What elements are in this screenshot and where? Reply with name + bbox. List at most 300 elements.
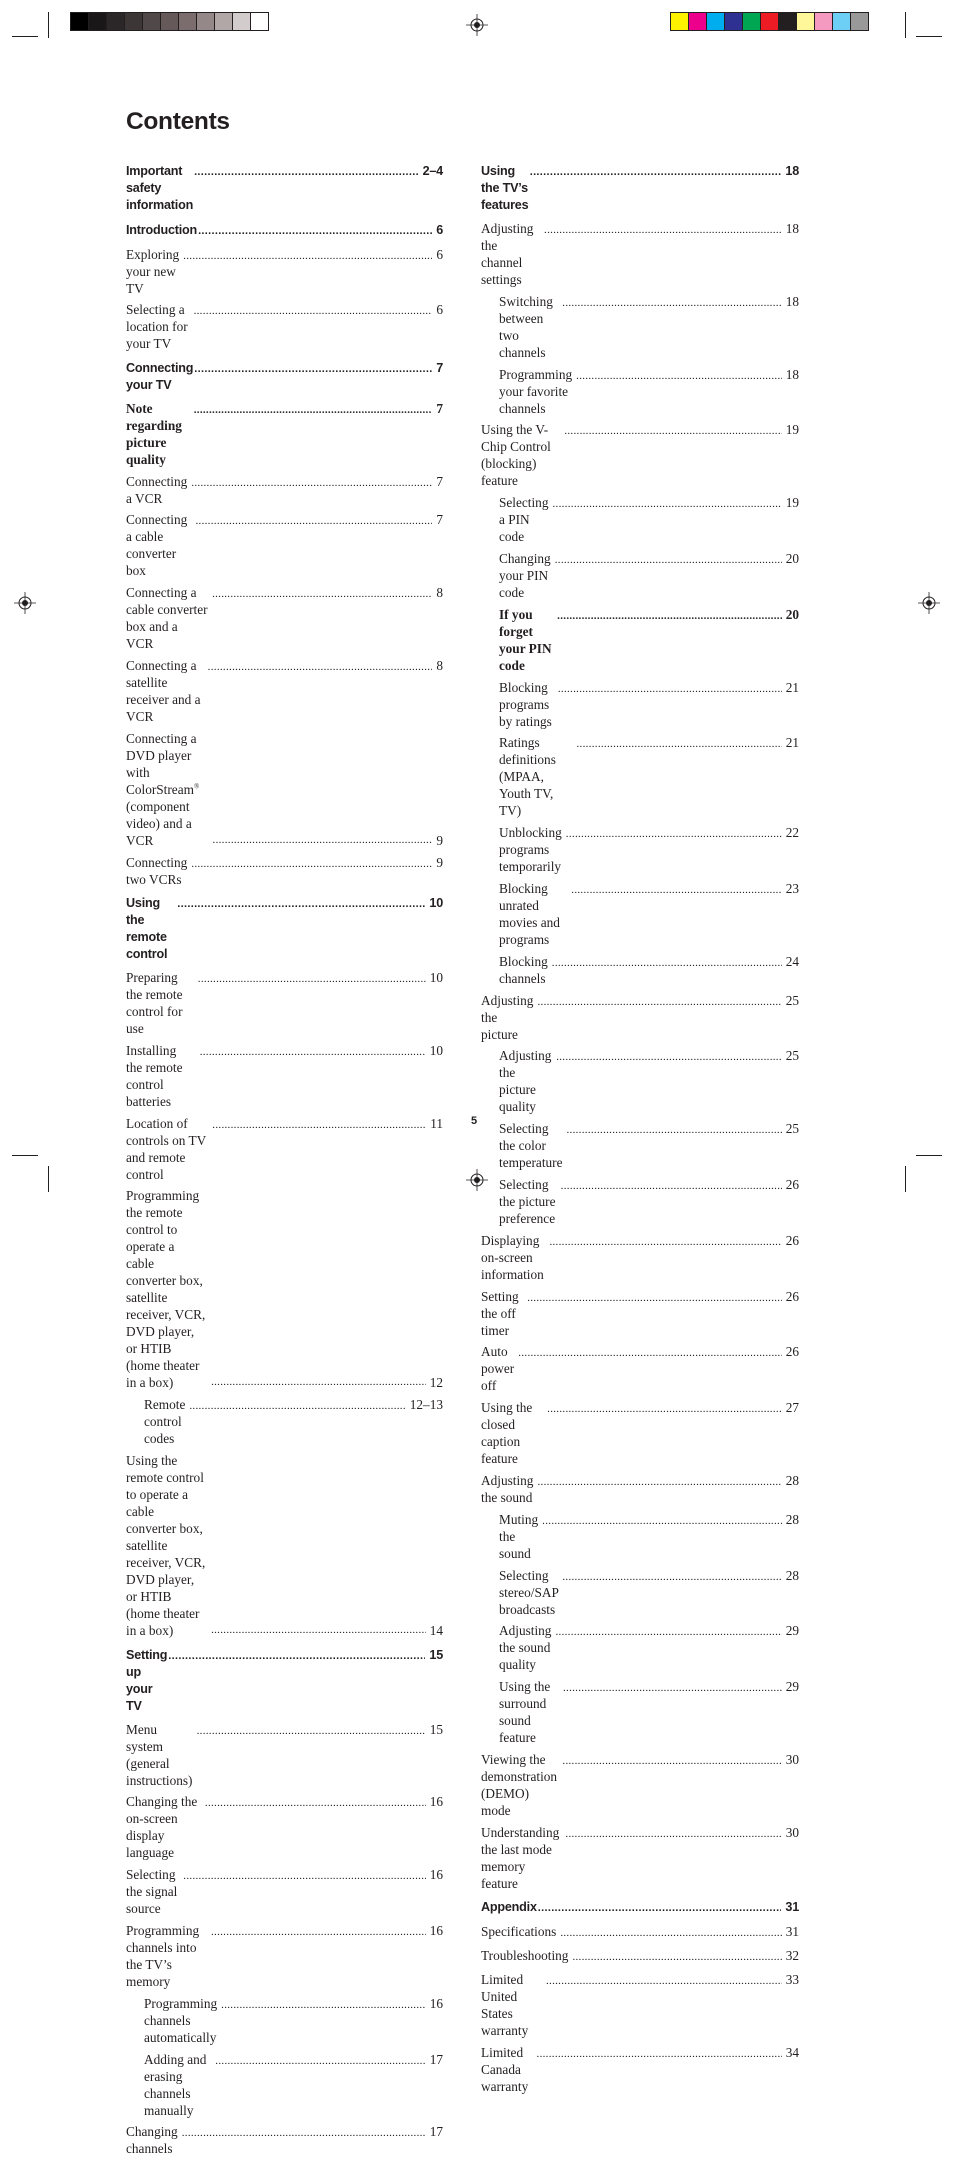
toc-entry[interactable]	[126, 730, 443, 849]
toc-entry-text: Blocking unrated movies and programs	[499, 880, 560, 947]
dot-leader	[208, 659, 433, 676]
toc-entry-title	[499, 366, 572, 417]
toc-entry-text: Using the remote control	[126, 896, 168, 962]
toc-entry-text: Selecting the color temperature	[499, 1121, 563, 1171]
toc-page-number: 7	[436, 473, 443, 489]
dot-leader	[556, 1049, 782, 1066]
toc-entry[interactable]	[481, 1971, 799, 2039]
toc-entry-text: Using the TV’s features	[481, 164, 529, 212]
dot-leader	[562, 295, 781, 312]
color-swatch	[670, 12, 689, 31]
toc-page-number: 26	[785, 1344, 799, 1360]
toc-entry-title	[499, 1567, 558, 1618]
toc-entry-title	[126, 969, 194, 1037]
toc-entry-text: Setting the off timer	[481, 1288, 519, 1338]
toc-entry-text: Connecting a VCR	[126, 473, 188, 506]
toc-entry-text: Connecting a satellite receiver and a VCR	[126, 657, 201, 724]
toc-entry[interactable]	[126, 1721, 443, 1789]
dot-leader	[200, 1044, 426, 1061]
dot-leader	[211, 1374, 426, 1391]
toc-entry[interactable]	[481, 366, 799, 417]
toc-page-number: 30	[785, 1751, 799, 1767]
toc-entry-title	[126, 301, 190, 352]
toc-entry[interactable]	[481, 220, 799, 288]
dot-leader	[576, 368, 782, 385]
color-swatch	[142, 12, 161, 31]
toc-page-number: 18	[785, 293, 799, 309]
toc-page-number: 24	[785, 953, 799, 969]
toc-entry[interactable]	[481, 1947, 799, 1966]
dot-leader	[546, 1973, 782, 1990]
registration-mark-icon	[466, 14, 488, 36]
toc-page-number: 29	[785, 1679, 799, 1695]
toc-entry-title	[481, 1751, 558, 1819]
dot-leader	[564, 423, 781, 440]
toc-entry[interactable]	[481, 1511, 799, 1562]
toc-entry-title	[481, 1343, 514, 1394]
dot-leader	[212, 586, 432, 603]
toc-entry-title	[499, 606, 553, 674]
color-swatch	[850, 12, 869, 31]
color-swatch	[742, 12, 761, 31]
toc-entry-text: Viewing the demonstration (DEMO) mode	[481, 1751, 558, 1818]
toc-entry-text: Connecting a cable converter box and a VCR	[126, 585, 208, 652]
dot-leader	[183, 248, 432, 265]
toc-page-number: 16	[429, 1922, 443, 1938]
toc-page-number: 10	[429, 1042, 443, 1058]
toc-page-number: 21	[785, 679, 799, 695]
toc-entry-title	[126, 400, 190, 468]
toc-entry-title	[126, 1721, 193, 1789]
crop-mark	[905, 12, 906, 38]
toc-entry[interactable]	[126, 400, 443, 468]
dot-leader	[518, 1345, 781, 1362]
toc-entry[interactable]	[481, 1567, 799, 1618]
toc-entry[interactable]	[481, 550, 799, 601]
toc-entry-text: Adjusting the picture quality	[499, 1048, 552, 1115]
toc-entry[interactable]	[481, 494, 799, 545]
toc-entry-title	[126, 222, 197, 239]
toc-entry[interactable]	[126, 1187, 443, 1391]
toc-entry-text: Installing the remote control batteries	[126, 1042, 183, 1109]
toc-entry[interactable]	[126, 1452, 443, 1639]
toc-page-number: 19	[785, 422, 799, 438]
toc-entry-text-line2: (component video) and a VCR	[126, 798, 192, 848]
dot-leader	[537, 1474, 781, 1491]
color-swatch	[250, 12, 269, 31]
color-swatch	[232, 12, 251, 31]
toc-page-number: 7	[436, 360, 443, 375]
dot-leader	[566, 826, 782, 843]
toc-entry-title	[499, 1176, 557, 1227]
toc-page-number: 12	[429, 1375, 443, 1391]
dot-leader	[571, 882, 781, 899]
dot-leader	[542, 1513, 782, 1530]
toc-entry[interactable]	[481, 1923, 799, 1942]
toc-page-number: 33	[785, 1971, 799, 1987]
crop-mark	[48, 12, 49, 38]
toc-page-number: 16	[429, 1794, 443, 1810]
toc-entry-title	[481, 1288, 523, 1339]
dot-leader	[194, 402, 433, 419]
crop-mark	[12, 1155, 38, 1156]
dot-leader	[191, 475, 432, 492]
toc-entry[interactable]	[481, 606, 799, 674]
dot-leader	[527, 1290, 782, 1307]
toc-page-number: 28	[785, 1567, 799, 1583]
toc-entry[interactable]	[126, 1793, 443, 1861]
toc-page-number: 17	[429, 2051, 443, 2067]
toc-section-heading[interactable]	[126, 163, 443, 214]
toc-entry-title	[481, 1824, 561, 1892]
toc-entry-title	[499, 550, 551, 601]
toc-entry-title	[144, 1995, 217, 2046]
dot-leader	[562, 1753, 781, 1770]
toc-section-heading[interactable]	[126, 1647, 443, 1715]
toc-page-number: 16	[429, 1867, 443, 1883]
toc-entry-text: Changing your PIN code	[499, 550, 551, 600]
color-swatch	[178, 12, 197, 31]
toc-entry-text: Understanding the last mode memory feature	[481, 1824, 560, 1891]
toc-entry[interactable]	[481, 1622, 799, 1673]
toc-entry[interactable]	[126, 246, 443, 297]
toc-entry-text: Connecting two VCRs	[126, 854, 188, 887]
toc-entry[interactable]	[481, 1343, 799, 1394]
toc-entry-title	[499, 953, 548, 987]
toc-entry-text: Specifications	[481, 1924, 557, 1940]
toc-page-number: 6	[436, 302, 443, 318]
toc-entry-text: Preparing the remote control for use	[126, 970, 183, 1037]
toc-entry-title	[481, 1947, 568, 1964]
toc-entry[interactable]	[126, 657, 443, 725]
color-swatch	[832, 12, 851, 31]
toc-page-number: 34	[785, 2044, 799, 2060]
toc-entry-title	[126, 1187, 207, 1391]
dot-leader	[560, 1925, 781, 1942]
toc-section-heading[interactable]	[126, 360, 443, 394]
toc-entry[interactable]	[481, 421, 799, 489]
dot-leader	[566, 1122, 781, 1139]
dot-leader	[211, 1924, 426, 1941]
dot-leader	[552, 955, 782, 972]
color-swatch	[124, 12, 143, 31]
dot-leader	[562, 1569, 781, 1586]
toc-entry-title	[126, 1647, 167, 1715]
toc-entry-text: Connecting your TV	[126, 360, 194, 392]
toc-page-number: 20	[785, 606, 799, 622]
toc-entry-title	[126, 2123, 178, 2157]
toc-entry[interactable]	[481, 1472, 799, 1506]
dot-leader	[547, 1401, 782, 1418]
dot-leader	[189, 1398, 405, 1415]
toc-entry-text: Changing the on-screen display language	[126, 1794, 198, 1861]
toc-entry-title	[499, 293, 558, 361]
toc-entry[interactable]	[481, 2044, 799, 2095]
color-swatch	[160, 12, 179, 31]
toc-entry-title	[126, 1793, 201, 1861]
dot-leader	[211, 1622, 426, 1639]
toc-entry-text: If you forget your PIN code	[499, 606, 552, 673]
toc-entry-title	[481, 2044, 533, 2095]
toc-entry-text: Using the V-Chip Control (blocking) feature	[481, 422, 551, 489]
toc-entry-title	[481, 1971, 542, 2039]
toc-entry-text: Adjusting the channel settings	[481, 221, 534, 287]
dot-leader	[198, 223, 432, 240]
toc-page-number: 26	[785, 1176, 799, 1192]
dot-leader	[177, 896, 425, 913]
toc-entry-title	[126, 1042, 196, 1110]
toc-entry[interactable]	[126, 1115, 443, 1183]
toc-entry[interactable]	[126, 1922, 443, 1990]
toc-entry-text: Appendix	[481, 1900, 537, 1915]
color-swatch	[688, 12, 707, 31]
toc-entry-text: Selecting a PIN code	[499, 495, 549, 545]
dot-leader	[168, 1648, 425, 1665]
toc-entry-title	[499, 679, 554, 730]
toc-page-number: 31	[785, 1924, 799, 1940]
toc-entry-title	[499, 494, 548, 545]
dot-leader	[549, 1234, 781, 1251]
toc-entry-text: Selecting stereo/SAP broadcasts	[499, 1567, 559, 1617]
toc-entry[interactable]	[126, 2123, 443, 2157]
toc-entry-title	[126, 360, 193, 394]
toc-entry-title	[144, 2051, 211, 2119]
dot-leader	[530, 164, 782, 181]
toc-entry-text: Adding and erasing channels manually	[144, 2051, 207, 2118]
toc-entry[interactable]	[126, 2051, 443, 2119]
toc-page-number: 21	[785, 735, 799, 751]
toc-entry[interactable]	[126, 473, 443, 507]
toc-entry[interactable]	[481, 1120, 799, 1171]
toc-page-number: 26	[785, 1288, 799, 1304]
dot-leader	[213, 832, 433, 849]
toc-entry[interactable]	[481, 1176, 799, 1227]
toc-entry-title	[481, 1923, 556, 1940]
dot-leader	[221, 1997, 426, 2014]
dot-leader	[563, 1680, 782, 1697]
dot-leader	[194, 303, 433, 320]
toc-entry-title	[126, 511, 191, 579]
toc-entry-text: Limited Canada warranty	[481, 2044, 529, 2094]
toc-entry[interactable]	[126, 584, 443, 652]
dot-leader	[215, 2053, 425, 2070]
toc-entry-title	[126, 163, 193, 214]
toc-page-number: 18	[785, 221, 799, 236]
dot-leader	[183, 1868, 425, 1885]
dot-leader	[198, 971, 426, 988]
toc-entry[interactable]	[126, 1995, 443, 2046]
toc-entry-title	[481, 163, 529, 214]
toc-entry[interactable]	[481, 992, 799, 1043]
toc-page-number: 18	[785, 366, 799, 382]
toc-entry[interactable]	[126, 1396, 443, 1447]
toc-entry-text: Connecting a cable converter box	[126, 512, 188, 579]
toc-page-number: 8	[436, 585, 443, 601]
toc-entry-title	[144, 1396, 185, 1447]
toc-entry-title	[499, 1047, 552, 1115]
toc-right-column	[481, 163, 799, 2099]
toc-entry-text: Using the surround sound feature	[499, 1679, 551, 1746]
dot-leader	[537, 994, 781, 1011]
toc-entry[interactable]	[481, 679, 799, 730]
toc-entry-title	[126, 730, 209, 849]
dot-leader	[555, 552, 782, 569]
toc-page-number: 15	[429, 1647, 443, 1662]
toc-page-number: 7	[436, 512, 443, 528]
toc-page-number: 8	[436, 657, 443, 673]
toc-entry-text: Ratings definitions (MPAA, Youth TV, TV)	[499, 735, 556, 819]
dot-leader	[538, 1900, 782, 1917]
dot-leader	[557, 608, 782, 625]
toc-entry-text: Location of controls on TV and remote control	[126, 1115, 207, 1182]
toc-entry-text: Menu system (general instructions)	[126, 1721, 193, 1788]
toc-entry-title	[499, 1511, 538, 1562]
toc-page-number: 12–13	[409, 1397, 443, 1413]
toc-entry[interactable]	[481, 1047, 799, 1115]
toc-entry-text: Introduction	[126, 222, 198, 237]
toc-page-number: 7	[436, 400, 443, 416]
toc-page-number: 2–4	[422, 164, 443, 178]
toc-entry-title	[126, 1866, 179, 1917]
dot-leader	[565, 1826, 781, 1843]
toc-page-number: 30	[785, 1824, 799, 1840]
color-swatch	[70, 12, 89, 31]
toc-page-number: 18	[785, 164, 799, 178]
toc-entry[interactable]	[126, 1042, 443, 1110]
toc-entry-title	[499, 1622, 551, 1673]
color-swatch	[214, 12, 233, 31]
color-swatch	[106, 12, 125, 31]
toc-page-number: 31	[785, 1900, 799, 1915]
toc-page-number: 9	[436, 832, 443, 848]
toc-page-number: 26	[785, 1232, 799, 1248]
crop-mark	[916, 1155, 942, 1156]
toc-page-number: 25	[785, 1121, 799, 1137]
dot-leader	[191, 856, 432, 873]
toc-entry-title	[481, 220, 540, 288]
toc-entry[interactable]	[126, 511, 443, 579]
toc-entry-text: Auto power off	[481, 1344, 515, 1394]
toc-page-number: 17	[429, 2124, 443, 2140]
toc-entry[interactable]	[481, 1288, 799, 1339]
toc-page-number: 9	[436, 854, 443, 870]
toc-entry-text: Displaying on-screen information	[481, 1232, 544, 1282]
toc-entry-title	[499, 880, 567, 948]
dot-leader	[544, 222, 782, 239]
toc-entry[interactable]	[126, 1866, 443, 1917]
toc-section-heading[interactable]	[126, 895, 443, 963]
toc-entry[interactable]	[481, 1399, 799, 1467]
toc-page-number: 6	[436, 222, 443, 237]
toc-page-number: 14	[429, 1623, 443, 1639]
toc-entry-title	[481, 1399, 543, 1467]
crop-mark	[916, 36, 942, 37]
dot-leader	[576, 736, 781, 753]
color-swatch	[796, 12, 815, 31]
color-swatch	[814, 12, 833, 31]
toc-entry[interactable]	[126, 969, 443, 1037]
toc-page-number: 15	[429, 1721, 443, 1737]
toc-entry-title	[499, 1678, 559, 1746]
toc-entry-title	[126, 584, 208, 652]
toc-entry-text: Setting up your TV	[126, 1647, 168, 1713]
registration-mark-icon	[918, 592, 940, 614]
toc-entry[interactable]	[481, 734, 799, 819]
toc-entry-title	[481, 992, 533, 1043]
toc-entry[interactable]	[481, 293, 799, 361]
grayscale-color-bar	[70, 12, 268, 31]
toc-section-heading[interactable]	[126, 222, 443, 240]
toc-entry-text: Connecting a DVD player with ColorStream	[126, 730, 197, 797]
toc-entry-title	[499, 734, 572, 819]
color-swatch	[778, 12, 797, 31]
dot-leader	[182, 2125, 426, 2142]
toc-page-number: 23	[785, 880, 799, 896]
toc-page-number: 25	[785, 1048, 799, 1064]
dot-leader	[197, 1723, 426, 1740]
dot-leader	[558, 681, 782, 698]
toc-page-number: 32	[785, 1948, 799, 1964]
toc-entry[interactable]	[126, 854, 443, 888]
toc-entry[interactable]	[481, 1751, 799, 1819]
toc-entry-title	[481, 1232, 545, 1283]
toc-entry-title	[481, 1472, 533, 1506]
toc-entry-title	[126, 1452, 207, 1639]
toc-entry-text: Switching between two channels	[499, 293, 553, 360]
toc-entry[interactable]	[481, 1678, 799, 1746]
crop-mark	[12, 36, 38, 37]
toc-page-number: 29	[785, 1623, 799, 1639]
toc-entry[interactable]	[481, 1232, 799, 1283]
toc-entry-text: Adjusting the sound	[481, 1472, 534, 1505]
toc-entry-title	[126, 657, 204, 725]
toc-entry-text: Programming channels into the TV’s memory	[126, 1922, 200, 1989]
toc-entry[interactable]	[481, 880, 799, 948]
toc-entry-text: Adjusting the picture	[481, 992, 534, 1042]
process-color-bar	[670, 12, 868, 31]
toc-page-number: 10	[429, 896, 443, 911]
toc-entry-title	[481, 421, 560, 489]
dot-leader	[555, 1624, 781, 1641]
dot-leader	[552, 496, 781, 513]
color-swatch	[706, 12, 725, 31]
toc-entry-text: Selecting the signal source	[126, 1867, 178, 1917]
dot-leader	[205, 1795, 426, 1812]
toc-page-number: 22	[785, 825, 799, 841]
toc-entry-text: Exploring your new TV	[126, 246, 180, 296]
toc-entry[interactable]	[481, 824, 799, 875]
toc-entry-text: Programming channels automatically	[144, 1995, 218, 2045]
toc-entry-text: Limited United States warranty	[481, 1971, 529, 2038]
toc-entry[interactable]	[126, 301, 443, 352]
page-title: Contents	[126, 108, 230, 135]
toc-page-number: 28	[785, 1511, 799, 1527]
registered-mark: ®	[193, 782, 200, 791]
toc-entry-title	[499, 1120, 562, 1171]
toc-entry-title	[126, 895, 176, 963]
toc-section-heading[interactable]	[481, 1899, 799, 1917]
toc-entry-title	[126, 1115, 208, 1183]
toc-entry-title	[481, 1899, 537, 1916]
dot-leader	[561, 1178, 782, 1195]
dot-leader	[537, 2046, 782, 2063]
toc-section-heading[interactable]	[481, 163, 799, 214]
toc-entry-text: Using the closed caption feature	[481, 1400, 533, 1467]
toc-page-number: 20	[785, 550, 799, 566]
dot-leader	[572, 1949, 781, 1966]
toc-entry[interactable]	[481, 953, 799, 987]
toc-entry[interactable]	[481, 1824, 799, 1892]
